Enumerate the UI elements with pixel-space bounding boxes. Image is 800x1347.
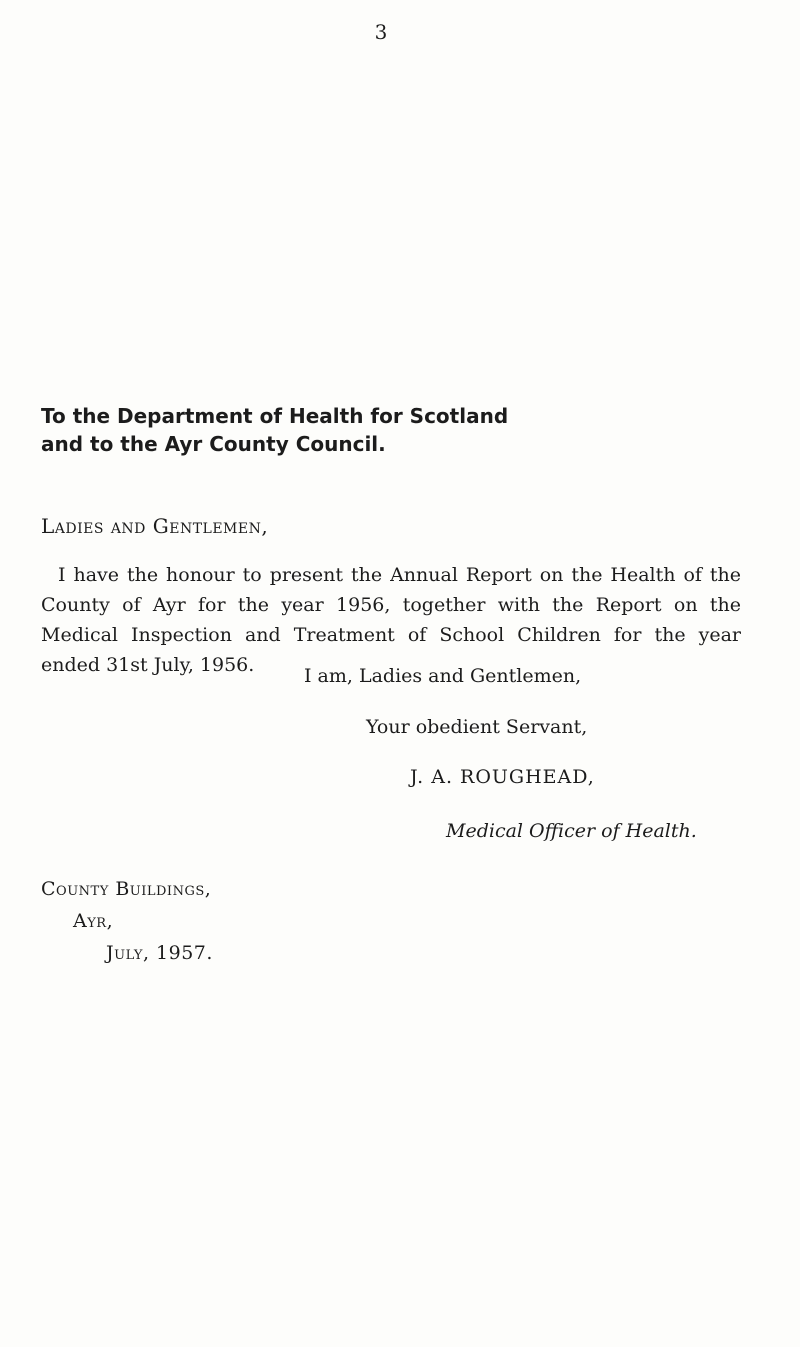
closing-line-1: I am, Ladies and Gentlemen, <box>304 665 582 687</box>
signatory-name: J. A. ROUGHEAD, <box>410 766 595 788</box>
addressee-line-2: and to the Ayr County Council. <box>41 432 386 456</box>
salutation: Ladies and Gentlemen, <box>41 514 269 538</box>
addressee-line-1: To the Department of Health for Scotland <box>41 404 509 428</box>
page-number: 3 <box>374 20 388 44</box>
letter-date: July, 1957. <box>106 942 213 964</box>
letter-body: I have the honour to present the Annual Report on the Health of the County of Ayr for the year 1956, together with the Report on the Medical Inspection and Treatment of School Children for the year ended 31st July, 1956. <box>41 564 741 676</box>
sender-address-line-1: County Buildings, <box>41 878 212 900</box>
sender-address-line-2: Ayr, <box>73 910 114 932</box>
addressee <box>41 402 508 458</box>
closing-line-2: Your obedient Servant, <box>366 716 588 738</box>
signatory-title: Medical Officer of Health. <box>446 820 697 842</box>
